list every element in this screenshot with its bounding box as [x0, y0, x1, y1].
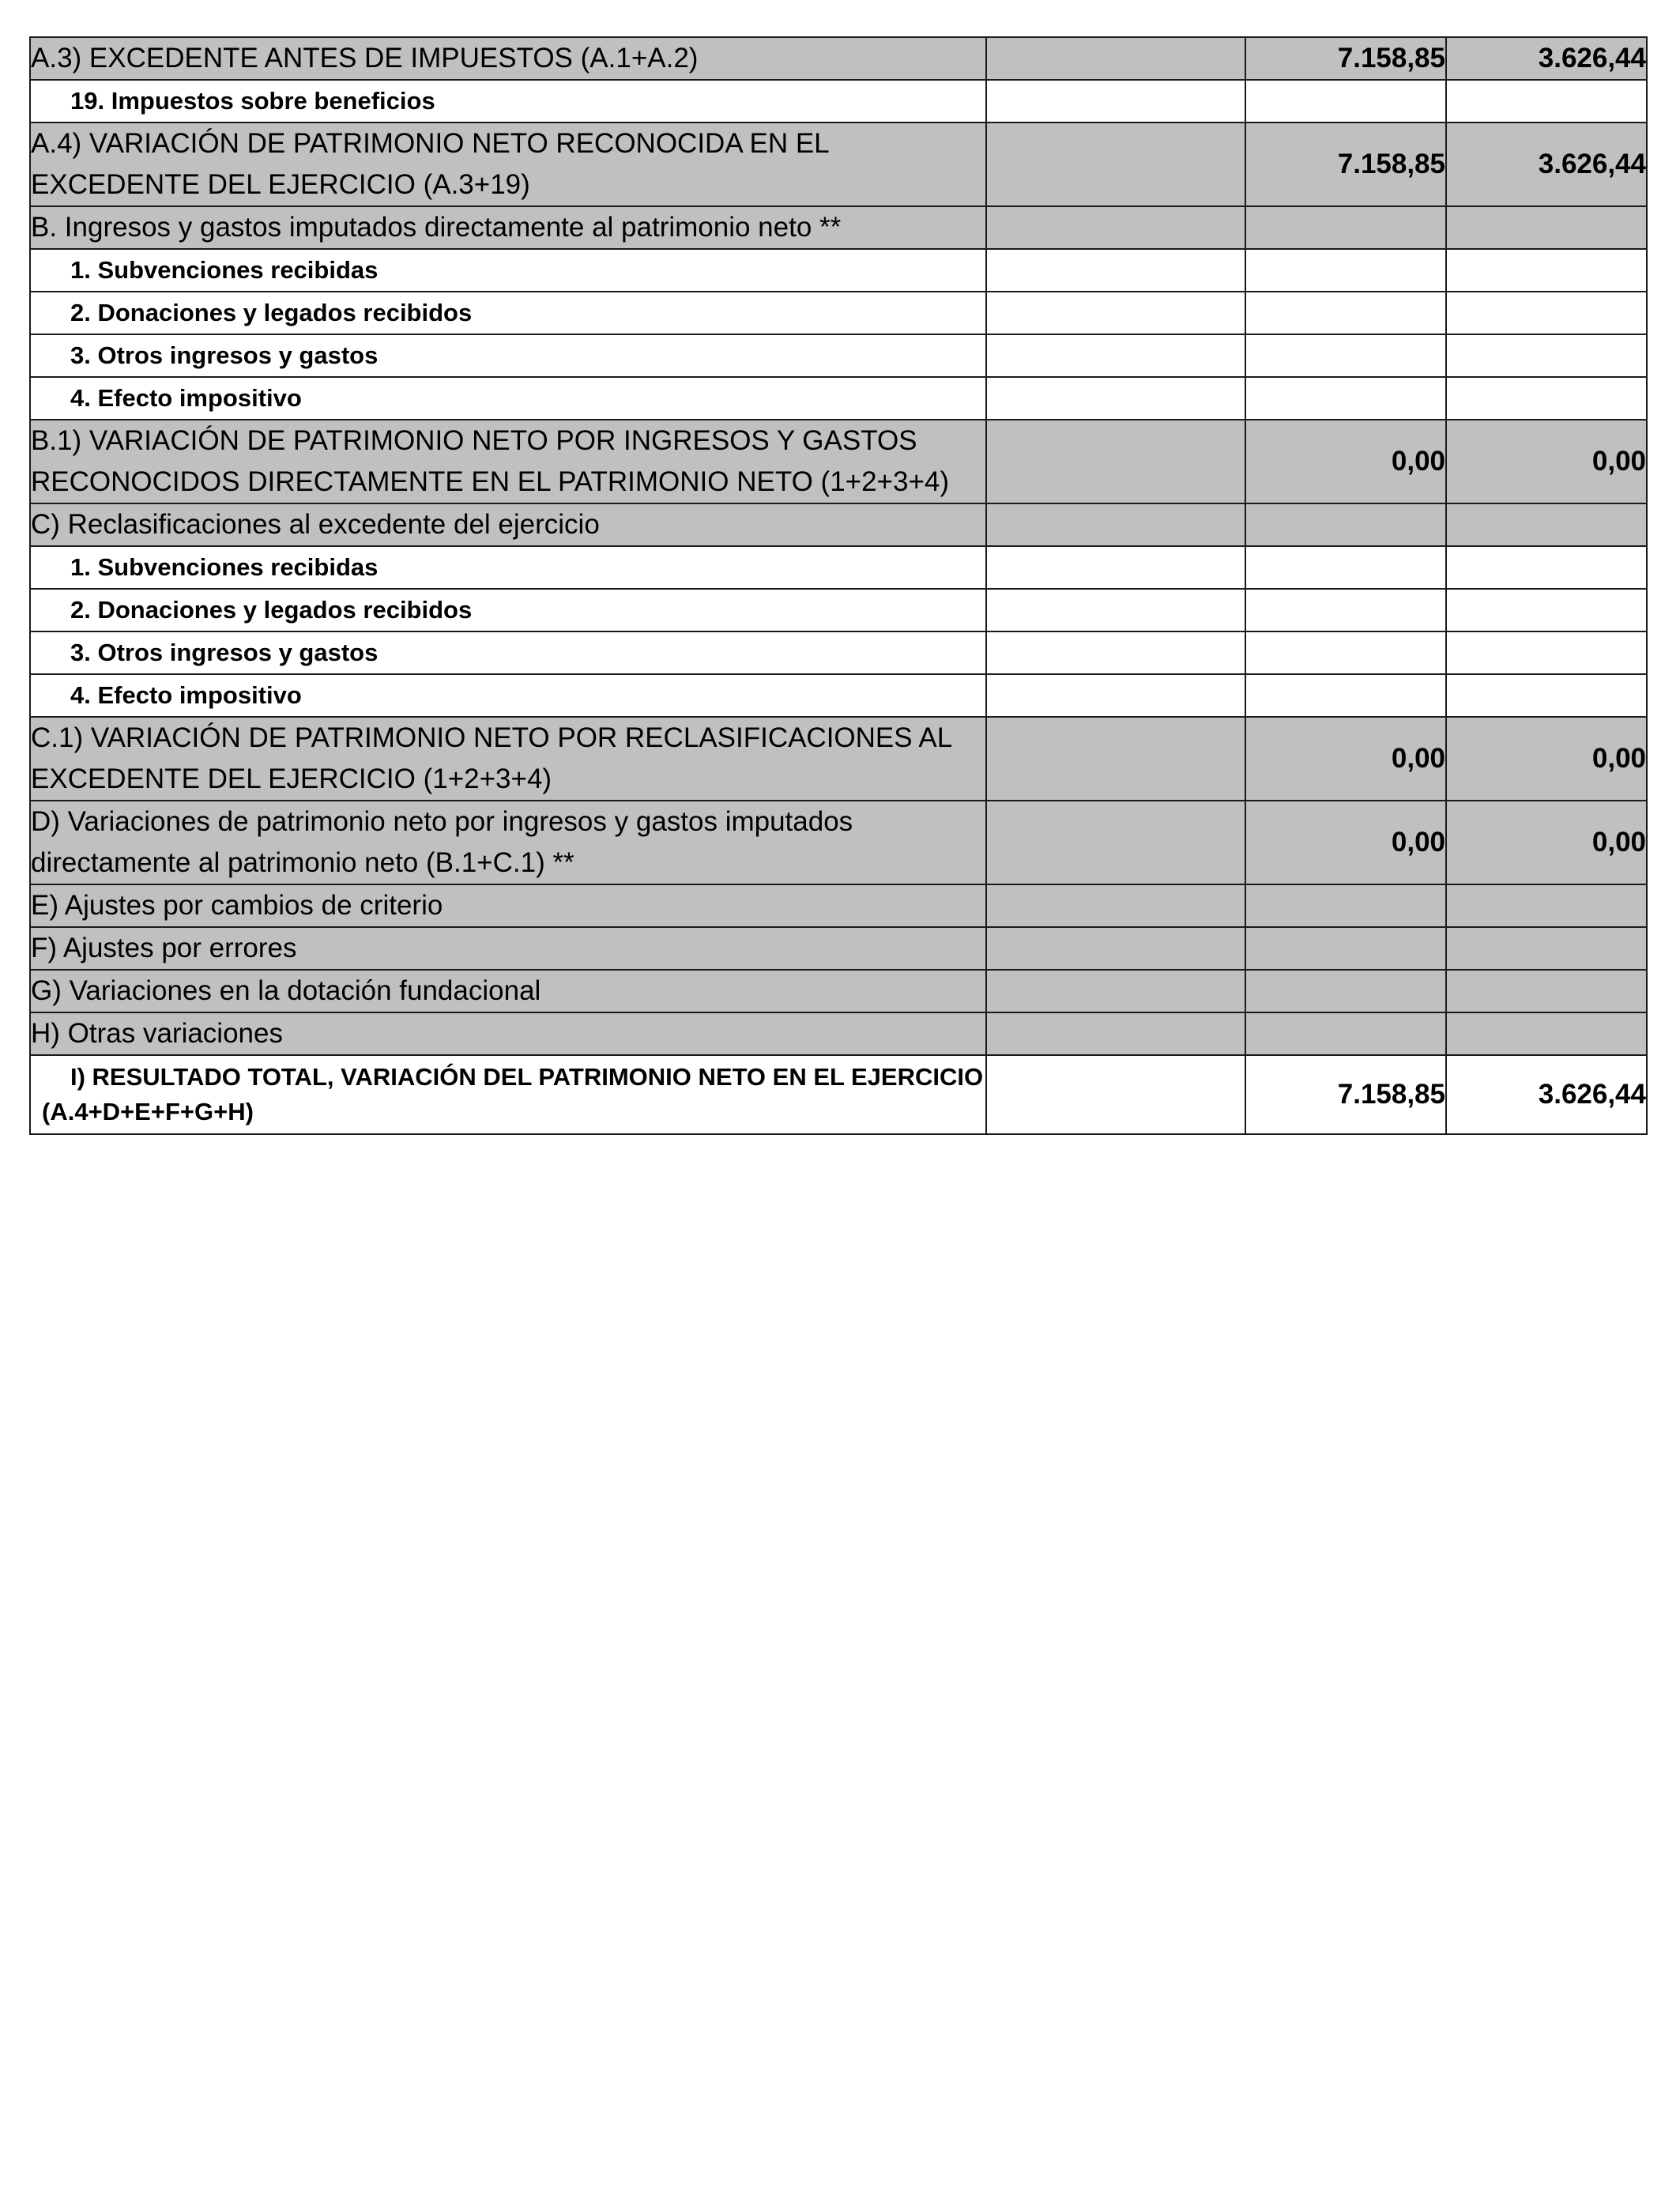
- row-value-previous: [1446, 589, 1647, 631]
- row-value-previous: 3.626,44: [1446, 1055, 1647, 1134]
- row-value-previous: [1446, 884, 1647, 927]
- row-value-current: 7.158,85: [1245, 123, 1446, 206]
- row-note-cell: [986, 631, 1245, 674]
- row-note-cell: [986, 546, 1245, 589]
- row-value-previous: [1446, 249, 1647, 292]
- row-value-previous: [1446, 546, 1647, 589]
- table-row: [30, 206, 1647, 249]
- row-value-current: [1245, 970, 1446, 1012]
- table-row: [30, 420, 1647, 503]
- table-row: [30, 970, 1647, 1012]
- row-value-current: 7.158,85: [1245, 1055, 1446, 1134]
- row-label: 4. Efecto impositivo: [30, 377, 986, 420]
- row-value-current: 0,00: [1245, 717, 1446, 801]
- table-row: [30, 503, 1647, 546]
- row-value-previous: [1446, 80, 1647, 123]
- row-value-current: 7.158,85: [1245, 37, 1446, 80]
- row-label: A.4) VARIACIÓN DE PATRIMONIO NETO RECONOCIDA EN EL EXCEDENTE DEL EJERCICIO (A.3+19): [30, 123, 986, 206]
- row-value-previous: [1446, 292, 1647, 334]
- row-value-previous: [1446, 631, 1647, 674]
- row-label: 3. Otros ingresos y gastos: [30, 334, 986, 377]
- row-value-previous: [1446, 1012, 1647, 1055]
- row-value-previous: [1446, 674, 1647, 717]
- table-row: [30, 717, 1647, 801]
- table-row: [30, 674, 1647, 717]
- row-value-current: [1245, 674, 1446, 717]
- table-row: [30, 927, 1647, 970]
- row-value-previous: [1446, 970, 1647, 1012]
- row-value-current: 0,00: [1245, 420, 1446, 503]
- row-note-cell: [986, 589, 1245, 631]
- row-note-cell: [986, 206, 1245, 249]
- row-value-current: [1245, 249, 1446, 292]
- row-label: 1. Subvenciones recibidas: [30, 546, 986, 589]
- table-row: [30, 334, 1647, 377]
- table-row: [30, 884, 1647, 927]
- table-row: [30, 631, 1647, 674]
- row-value-current: [1245, 546, 1446, 589]
- row-note-cell: [986, 884, 1245, 927]
- row-value-current: [1245, 377, 1446, 420]
- row-value-current: [1245, 1012, 1446, 1055]
- row-label: B.1) VARIACIÓN DE PATRIMONIO NETO POR INGRESOS Y GASTOS RECONOCIDOS DIRECTAMENTE EN EL PATRIMONIO NETO (1+2+3+4): [30, 420, 986, 503]
- row-note-cell: [986, 503, 1245, 546]
- row-value-previous: 0,00: [1446, 420, 1647, 503]
- row-note-cell: [986, 717, 1245, 801]
- row-value-current: [1245, 334, 1446, 377]
- row-label: 3. Otros ingresos y gastos: [30, 631, 986, 674]
- table-row: [30, 249, 1647, 292]
- table-row: [30, 589, 1647, 631]
- row-value-current: [1245, 80, 1446, 123]
- row-value-current: [1245, 631, 1446, 674]
- financial-statement-table: [29, 36, 1648, 1135]
- table-row: [30, 123, 1647, 206]
- table-row: [30, 37, 1647, 80]
- row-note-cell: [986, 377, 1245, 420]
- row-note-cell: [986, 674, 1245, 717]
- row-note-cell: [986, 292, 1245, 334]
- row-label: 2. Donaciones y legados recibidos: [30, 292, 986, 334]
- row-note-cell: [986, 334, 1245, 377]
- row-value-previous: [1446, 927, 1647, 970]
- row-label: A.3) EXCEDENTE ANTES DE IMPUESTOS (A.1+A.2): [30, 37, 986, 80]
- row-label: 4. Efecto impositivo: [30, 674, 986, 717]
- table-row: [30, 801, 1647, 884]
- row-value-current: [1245, 503, 1446, 546]
- row-note-cell: [986, 927, 1245, 970]
- row-value-current: [1245, 927, 1446, 970]
- row-value-previous: 0,00: [1446, 717, 1647, 801]
- row-label: C) Reclasificaciones al excedente del ejercicio: [30, 503, 986, 546]
- row-value-current: [1245, 884, 1446, 927]
- row-note-cell: [986, 970, 1245, 1012]
- row-value-previous: [1446, 503, 1647, 546]
- row-label: C.1) VARIACIÓN DE PATRIMONIO NETO POR RECLASIFICACIONES AL EXCEDENTE DEL EJERCICIO (1+2+3+4): [30, 717, 986, 801]
- row-label: 2. Donaciones y legados recibidos: [30, 589, 986, 631]
- table-row: [30, 546, 1647, 589]
- row-note-cell: [986, 249, 1245, 292]
- row-label: 19. Impuestos sobre beneficios: [30, 80, 986, 123]
- row-note-cell: [986, 801, 1245, 884]
- row-note-cell: [986, 80, 1245, 123]
- row-value-previous: 3.626,44: [1446, 123, 1647, 206]
- row-value-previous: [1446, 206, 1647, 249]
- row-label: F) Ajustes por errores: [30, 927, 986, 970]
- table-row: [30, 80, 1647, 123]
- row-note-cell: [986, 123, 1245, 206]
- table-row: [30, 292, 1647, 334]
- row-note-cell: [986, 420, 1245, 503]
- row-value-previous: 3.626,44: [1446, 37, 1647, 80]
- row-value-previous: [1446, 334, 1647, 377]
- row-label: I) RESULTADO TOTAL, VARIACIÓN DEL PATRIMONIO NETO EN EL EJERCICIO (A.4+D+E+F+G+H): [30, 1055, 986, 1134]
- table-row: [30, 377, 1647, 420]
- row-label: B. Ingresos y gastos imputados directamente al patrimonio neto **: [30, 206, 986, 249]
- row-label: 1. Subvenciones recibidas: [30, 249, 986, 292]
- row-label: D) Variaciones de patrimonio neto por ingresos y gastos imputados directamente al patrimonio neto (B.1+C.1) **: [30, 801, 986, 884]
- row-value-current: [1245, 589, 1446, 631]
- row-note-cell: [986, 1012, 1245, 1055]
- table-row: [30, 1012, 1647, 1055]
- row-value-current: [1245, 206, 1446, 249]
- row-note-cell: [986, 1055, 1245, 1134]
- row-label: G) Variaciones en la dotación fundacional: [30, 970, 986, 1012]
- row-note-cell: [986, 37, 1245, 80]
- row-value-previous: 0,00: [1446, 801, 1647, 884]
- table-row-total: [30, 1055, 1647, 1134]
- row-label: E) Ajustes por cambios de criterio: [30, 884, 986, 927]
- row-value-current: 0,00: [1245, 801, 1446, 884]
- row-label: H) Otras variaciones: [30, 1012, 986, 1055]
- row-value-current: [1245, 292, 1446, 334]
- row-value-previous: [1446, 377, 1647, 420]
